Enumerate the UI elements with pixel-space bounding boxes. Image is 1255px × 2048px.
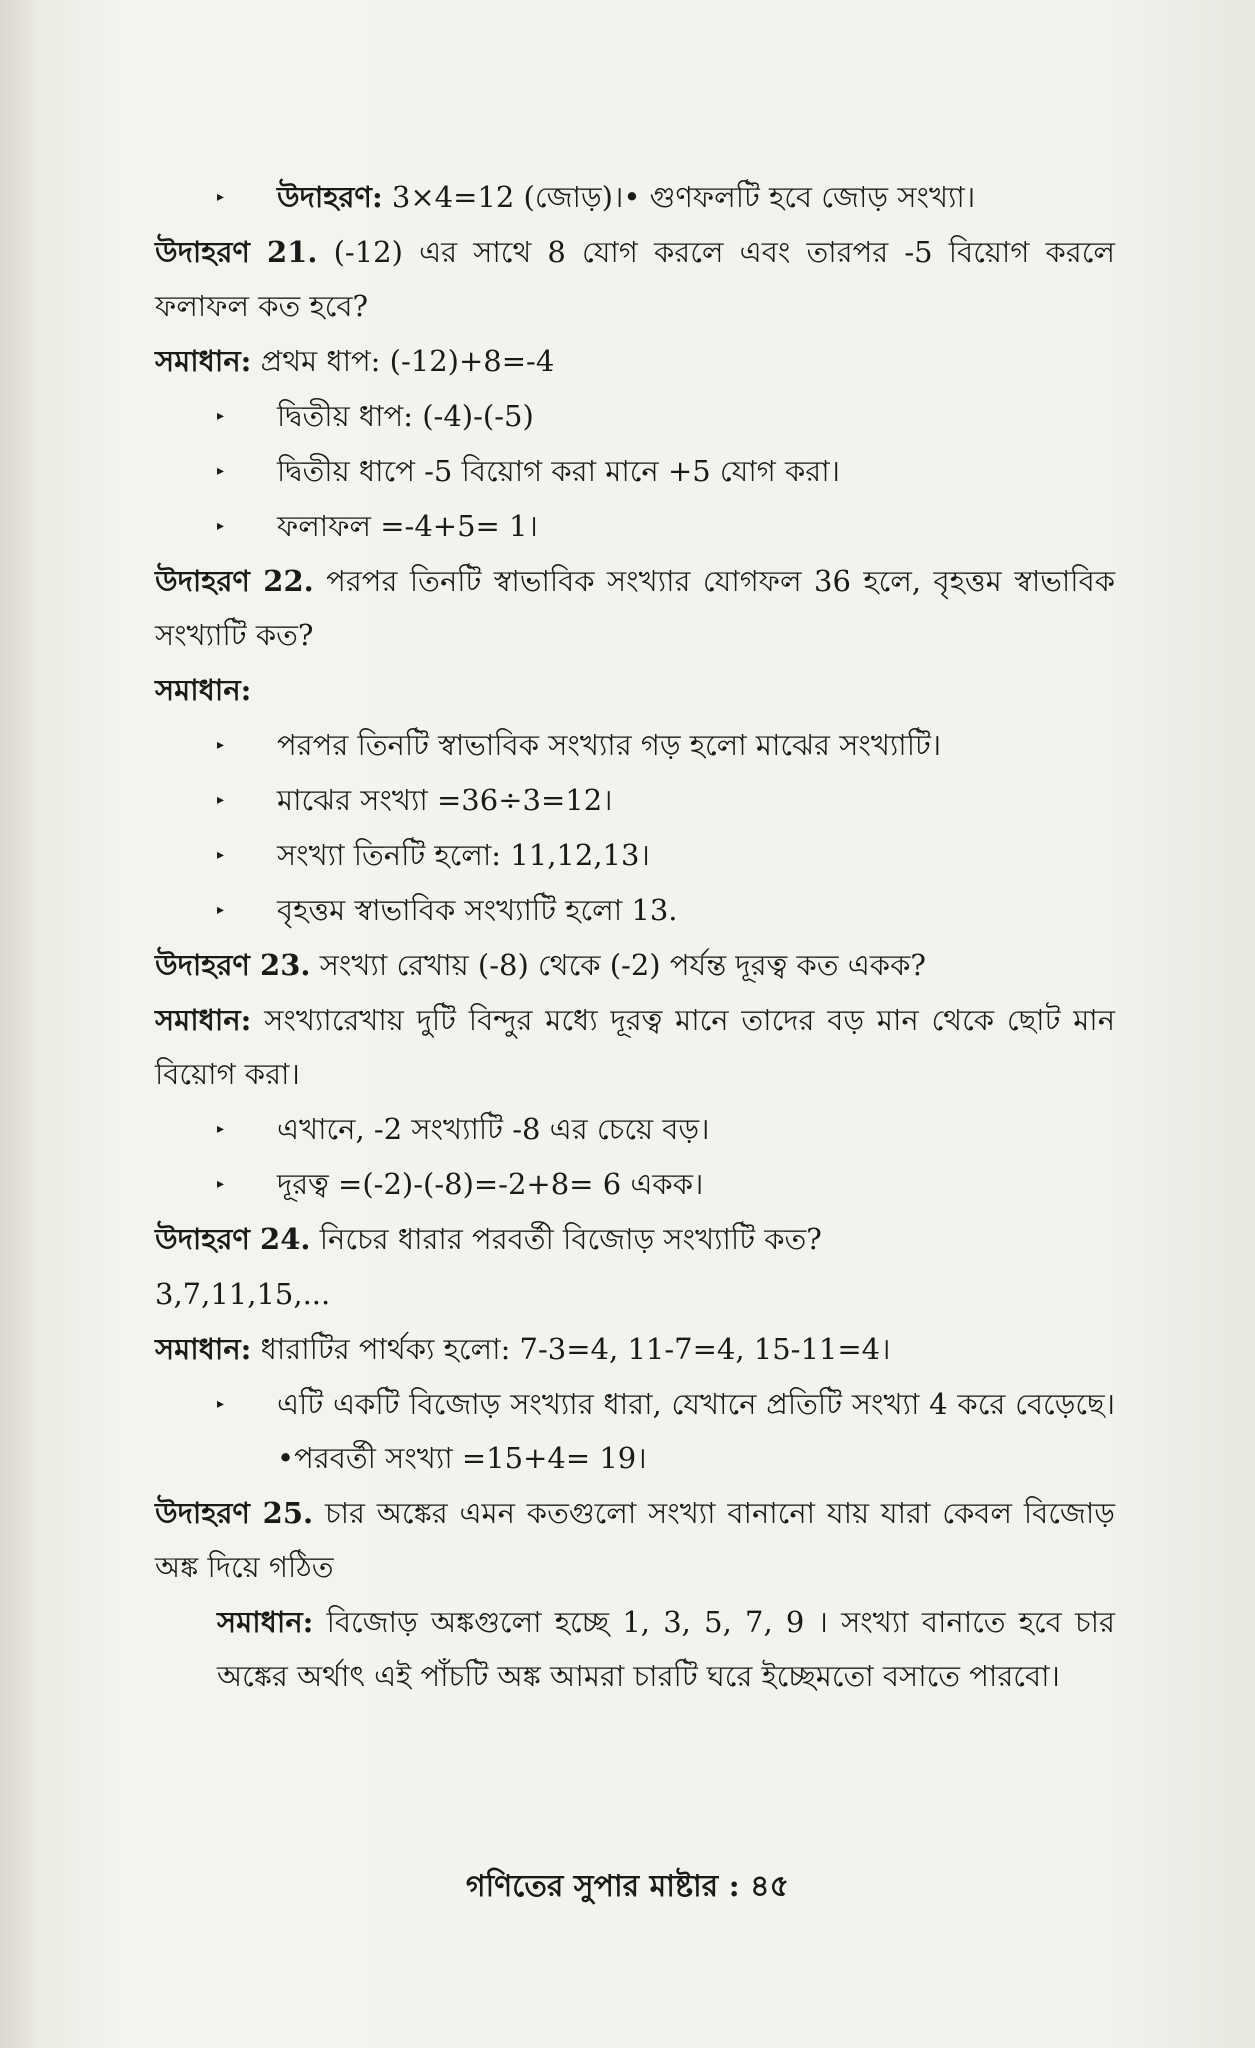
- bullet-icon: ▸: [217, 518, 225, 534]
- solution-22-bullet-1: [155, 718, 1115, 772]
- bullet-icon: ▸: [217, 737, 225, 753]
- solution-24-bullet-1: [155, 1377, 1115, 1485]
- example-24-text: নিচের ধারার পরবর্তী বিজোড় সংখ্যাটি কত?: [319, 1222, 822, 1256]
- example-25-text: চার অঙ্কের এমন কতগুলো সংখ্যা বানানো যায় যারা কেবল বিজোড় অঙ্ক দিয়ে গঠিত: [155, 1496, 1115, 1584]
- solution-25-text: বিজোড় অঙ্কগুলো হচ্ছে 1, 3, 5, 7, 9 । সংখ্যা বানাতে হবে চার অঙ্কের অর্থাৎ এই পাঁচটি অঙ্ক আমরা চারটি ঘরে ইচ্ছেমতো বসাতে পারবো।: [217, 1605, 1115, 1693]
- example-24-label: উদাহরণ 24.: [155, 1222, 311, 1256]
- solution-24: [155, 1322, 1115, 1376]
- example-21-label: উদাহরণ 21.: [155, 235, 318, 269]
- solution-22-bullet-4: [155, 883, 1115, 937]
- example-text: 3×4=12 (জোড়)।• গুণফলটি হবে জোড় সংখ্যা।: [391, 180, 976, 214]
- solution-22-bullet-2: [155, 773, 1115, 827]
- example-23-text: সংখ্যা রেখায় (-8) থেকে (-2) পর্যন্ত দূরত্ব কত একক?: [319, 948, 926, 982]
- example-bullet-line: [155, 170, 1115, 224]
- solution-22-bullet-3: [155, 828, 1115, 882]
- bullet-icon: ▸: [217, 189, 225, 205]
- example-24: [155, 1212, 1115, 1266]
- solution-22-label: সমাধান:: [155, 673, 252, 707]
- solution-21-bullet-1: [155, 389, 1115, 443]
- bullet-icon: ▸: [217, 847, 225, 863]
- solution-21-bullet-3: [155, 499, 1115, 553]
- solution-24-text: ধারাটির পার্থক্য হলো: 7-3=4, 11-7=4, 15-11=4।: [260, 1332, 891, 1366]
- bullet-text: ফলাফল =-4+5= 1।: [277, 509, 538, 543]
- bullet-icon: ▸: [217, 408, 225, 424]
- bullet-icon: ▸: [217, 902, 225, 918]
- example-22-label: উদাহরণ 22.: [155, 564, 314, 598]
- bullet-text: পরপর তিনটি স্বাভাবিক সংখ্যার গড় হলো মাঝের সংখ্যাটি।: [277, 728, 942, 762]
- bullet-icon: ▸: [217, 1121, 225, 1137]
- bullet-text: মাঝের সংখ্যা =36÷3=12।: [277, 783, 613, 817]
- solution-23: [155, 993, 1115, 1101]
- solution-23-text: সংখ্যারেখায় দুটি বিন্দুর মধ্যে দূরত্ব মানে তাদের বড় মান থেকে ছোট মান বিয়োগ করা।: [155, 1003, 1116, 1091]
- solution-23-bullet-2: [155, 1157, 1115, 1211]
- bullet-text: সংখ্যা তিনটি হলো: 11,12,13।: [277, 838, 650, 872]
- example-22: [155, 554, 1115, 662]
- example-label: উদাহরণ:: [277, 180, 383, 214]
- example-25: [155, 1486, 1115, 1594]
- example-25-label: উদাহরণ 25.: [155, 1496, 314, 1530]
- example-24-series: 3,7,11,15,...: [155, 1277, 331, 1311]
- bullet-text: এখানে, -2 সংখ্যাটি -8 এর চেয়ে বড়।: [277, 1112, 710, 1146]
- example-23-label: উদাহরণ 23.: [155, 948, 311, 982]
- solution-21-bullet-2: [155, 444, 1115, 498]
- solution-25-label: সমাধান:: [217, 1605, 314, 1639]
- bullet-text: দ্বিতীয় ধাপ: (-4)-(-5): [277, 399, 534, 433]
- bullet-text: বৃহত্তম স্বাভাবিক সংখ্যাটি হলো 13.: [277, 893, 678, 927]
- example-23: [155, 938, 1115, 992]
- solution-23-bullet-1: [155, 1102, 1115, 1156]
- solution-24-label: সমাধান:: [155, 1332, 252, 1366]
- solution-21-label: সমাধান:: [155, 344, 252, 378]
- bullet-icon: ▸: [217, 792, 225, 808]
- solution-21: [155, 334, 1115, 388]
- example-22-text: পরপর তিনটি স্বাভাবিক সংখ্যার যোগফল 36 হলে, বৃহত্তম স্বাভাবিক সংখ্যাটি কত?: [155, 564, 1115, 652]
- bullet-text: দূরত্ব =(-2)-(-8)=-2+8= 6 একক।: [277, 1167, 704, 1201]
- example-21-text: (-12) এর সাথে 8 যোগ করলে এবং তারপর -5 বিয়োগ করলে ফলাফল কত হবে?: [155, 235, 1115, 323]
- bullet-text: এটি একটি বিজোড় সংখ্যার ধারা, যেখানে প্রতিটি সংখ্যা 4 করে বেড়েছে। •পরবর্তী সংখ্যা =15+4= 19।: [277, 1387, 1115, 1475]
- bullet-text: দ্বিতীয় ধাপে -5 বিয়োগ করা মানে +5 যোগ করা।: [277, 454, 841, 488]
- solution-21-text: প্রথম ধাপ: (-12)+8=-4: [260, 344, 555, 378]
- bullet-icon: ▸: [217, 1396, 225, 1412]
- solution-25: [155, 1595, 1115, 1703]
- bullet-icon: ▸: [217, 463, 225, 479]
- page-content: [155, 170, 1115, 1704]
- bullet-icon: ▸: [217, 1176, 225, 1192]
- example-21: [155, 225, 1115, 333]
- page-footer: গণিতের সুপার মাষ্টার : ৪৫: [465, 1869, 790, 1904]
- solution-22: [155, 663, 1115, 717]
- solution-23-label: সমাধান:: [155, 1003, 252, 1037]
